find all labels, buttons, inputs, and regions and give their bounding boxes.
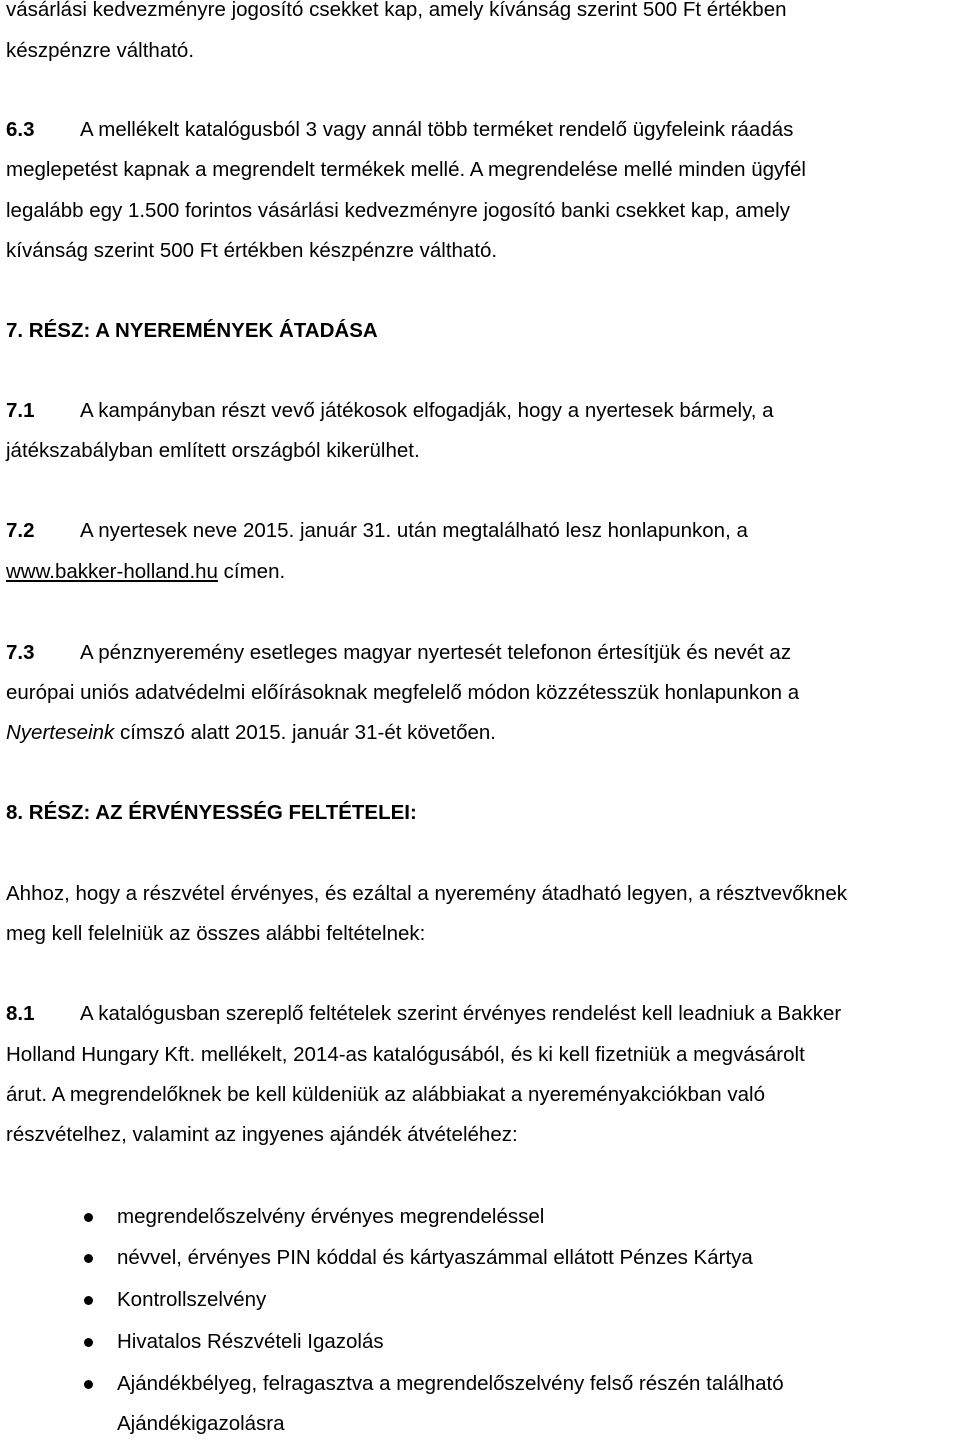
bullet-icon <box>84 1254 93 1263</box>
section-7-3-line-3 <box>6 720 496 746</box>
section-8-intro-line-1: Ahhoz, hogy a részvétel érvényes, és ezáltal a nyeremény átadható legyen, a résztvevőknek <box>6 882 847 905</box>
section-7-2-line-1 <box>6 518 748 544</box>
list-item-continuation: Ajándékigazolásra <box>117 1412 285 1435</box>
section-7-3-line-1 <box>6 640 791 666</box>
section-text: A katalógusban szereplő feltételek szerint érvényes rendelést kell leadniuk a Bakker <box>80 1002 842 1025</box>
intro-line-2: készpénzre váltható. <box>6 39 195 62</box>
section-number: 7.1 <box>6 399 35 422</box>
section-8-1-line-3: árut. A megrendelőknek be kell küldeniük az alábbiakat a nyereményakciókban való <box>6 1083 765 1106</box>
bullet-icon <box>84 1380 93 1389</box>
bullet-icon <box>84 1213 93 1222</box>
section-6-3-line-4: kívánság szerint 500 Ft értékben készpénzre váltható. <box>6 239 498 262</box>
section-text: A kampányban részt vevő játékosok elfogadják, hogy a nyertesek bármely, a <box>80 399 774 422</box>
intro-line-1: vásárlási kedvezményre jogosító csekket kap, amely kívánság szerint 500 Ft értékben <box>6 0 787 21</box>
section-7-2-line-2 <box>6 559 285 585</box>
section-text: címen. <box>217 560 286 583</box>
bullet-icon <box>84 1338 93 1347</box>
heading-section-8: 8. RÉSZ: AZ ÉRVÉNYESSÉG FELTÉTELEI: <box>6 801 417 824</box>
section-number: 7.3 <box>6 641 35 664</box>
website-link[interactable]: www.bakker-holland.hu <box>6 560 218 583</box>
bullet-icon <box>84 1296 93 1305</box>
section-number: 8.1 <box>6 1002 35 1025</box>
winners-term: Nyerteseink <box>6 721 115 744</box>
section-8-1-line-2: Holland Hungary Kft. mellékelt, 2014-as katalógusából, és ki kell fizetniük a megvásárolt <box>6 1043 805 1066</box>
section-text: A nyertesek neve 2015. január 31. után megtalálható lesz honlapunkon, a <box>80 519 748 542</box>
section-8-intro-line-2: meg kell felelniük az összes alábbi feltételnek: <box>6 922 426 945</box>
section-8-1-line-4: részvételhez, valamint az ingyenes ajándék átvételéhez: <box>6 1123 518 1146</box>
section-7-1-line-1 <box>6 398 774 424</box>
section-8-1-line-1 <box>6 1001 841 1027</box>
section-number: 7.2 <box>6 519 35 542</box>
section-text: A mellékelt katalógusból 3 vagy annál több terméket rendelő ügyfeleink ráadás <box>80 118 794 141</box>
section-text: címszó alatt 2015. január 31-ét követően. <box>114 721 497 744</box>
section-text: A pénznyeremény esetleges magyar nyertesét telefonon értesítjük és nevét az <box>80 641 792 664</box>
section-7-1-line-2: játékszabályban említett országból kikerülhet. <box>6 439 420 462</box>
section-7-3-line-2: európai uniós adatvédelmi előírásoknak megfelelő módon közzétesszük honlapunkon a <box>6 681 800 704</box>
section-6-3-line-2: meglepetést kapnak a megrendelt termékek mellé. A megrendelése mellé minden ügyfél <box>6 158 806 181</box>
heading-section-7: 7. RÉSZ: A NYEREMÉNYEK ÁTADÁSA <box>6 319 378 342</box>
section-6-3-line-3: legalább egy 1.500 forintos vásárlási kedvezményre jogosító banki csekket kap, amely <box>6 199 790 222</box>
section-6-3-line-1 <box>6 117 793 143</box>
section-number: 6.3 <box>6 118 35 141</box>
